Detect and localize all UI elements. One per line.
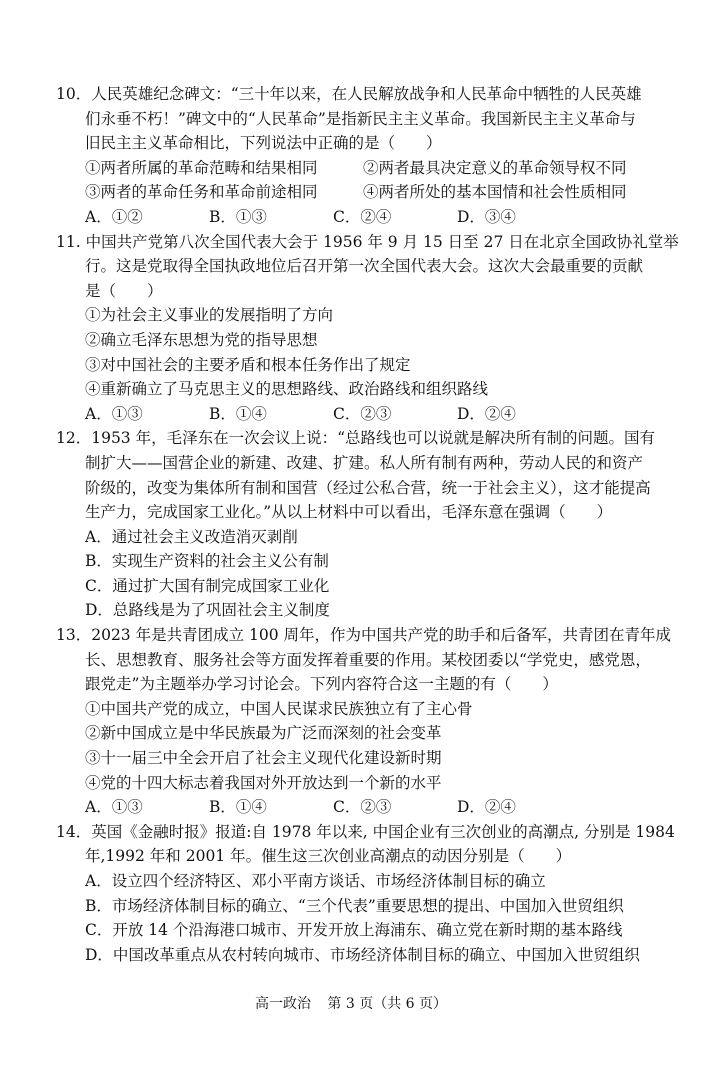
question-stem-line: 旧民主主义革命相比，下列说法中正确的是（ ）: [85, 134, 442, 153]
question-stem-line: 10．人民英雄纪念碑文：“三十年以来，在人民解放战争和人民革命中牺牲的人民英雄: [56, 85, 642, 103]
option-3: ③两者的革命任务和革命前途相同: [85, 183, 318, 202]
question-stem-line: 制扩大——国营企业的新建、改建、扩建。私人所有制有两种，劳动人民的和资产: [85, 453, 644, 472]
choice-c: C．通过扩大国有制完成国家工业化: [85, 576, 330, 595]
question-12: [56, 426, 662, 623]
choice-a: A．①③: [85, 404, 143, 423]
answer-choices: [56, 795, 662, 820]
page-footer: [0, 994, 702, 1014]
choice-d: D．中国改革重点从农村转向城市、市场经济体制目标的确立、中国加入世贸组织: [85, 945, 640, 964]
choice-b: B．①④: [209, 798, 267, 817]
option-2: ②两者最具决定意义的革命领导权不同: [363, 158, 627, 177]
question-stem-line: 行。这是党取得全国执政地位后召开第一次全国代表大会。这次大会最重要的贡献: [85, 257, 644, 276]
option-3: ③对中国社会的主要矛盾和根本任务作出了规定: [85, 355, 411, 374]
option-row: [56, 156, 662, 181]
choice-b: B．①③: [209, 207, 267, 226]
question-stem-line: 跟党走”为主题举办学习讨论会。下列内容符合这一主题的有（ ）: [85, 675, 558, 694]
question-14: [56, 820, 675, 968]
option-1: ①两者所属的革命范畴和结果相同: [85, 158, 318, 177]
question-stem-line: 年,1992 年和 2001 年。催生这三次创业高潮点的动因分别是（ ）: [85, 847, 572, 866]
question-stem-line: 14．英国《金融时报》报道:自 1978 年以来, 中国企业有三次创业的高潮点, 分别是 1984: [56, 822, 675, 841]
choice-d: D．总路线是为了巩固社会主义制度: [85, 601, 330, 620]
choice-a: A．通过社会主义改造消灭剥削: [85, 527, 298, 546]
question-stem-line: 11. 中国共产党第八次全国代表大会于 1956 年 9 月 15 日至 27 日在北京全国政协礼堂举: [56, 232, 679, 251]
choice-b: B．①④: [209, 404, 267, 423]
choice-c: C．②③: [333, 404, 392, 423]
answer-choices: [56, 402, 662, 427]
choice-a: A．①③: [85, 798, 143, 817]
choice-a: A．设立四个经济特区、邓小平南方谈话、市场经济体制目标的确立: [85, 872, 546, 890]
choice-c: C．②④: [333, 207, 392, 226]
question-stem-line: 生产力，完成国家工业化。”从以上材料中可以看出，毛泽东意在强调（ ）: [85, 503, 613, 522]
question-stem-line: 12．1953 年，毛泽东在一次会议上说：“总路线也可以说就是解决所有制的问题。国有: [56, 429, 656, 448]
question-stem-line: 阶级的，改变为集体所有制和国营（经过公私合营，统一于社会主义），这才能提高: [85, 478, 651, 497]
choice-c: C．开放 14 个沿海港口城市、开发开放上海浦东、确立党在新时期的基本路线: [85, 921, 623, 940]
footer-page-number: 第 3 页（共 6 页）: [327, 996, 448, 1012]
question-11: [56, 230, 679, 427]
question-stem-line: 13．2023 年是共青团成立 100 周年，作为中国共产党的助手和后备军，共青团在青年成: [56, 626, 672, 645]
choice-d: D．③④: [457, 207, 516, 226]
option-4: ④两者所处的基本国情和社会性质相同: [363, 183, 627, 202]
footer-subject: 高一政治: [254, 996, 311, 1012]
option-2: ②确立毛泽东思想为党的指导思想: [85, 330, 318, 349]
question-stem-line: 长、思想教育、服务社会等方面发挥着重要的作用。某校团委以“学党史，感党恩，: [85, 650, 651, 669]
question-stem-line: 是（ ）: [85, 281, 163, 300]
option-4: ④重新确立了马克思主义的思想路线、政治路线和组织路线: [85, 380, 489, 399]
choice-a: A．①②: [85, 207, 143, 226]
choice-c: C．②③: [333, 798, 392, 817]
option-4: ④党的十四大标志着我国对外开放达到一个新的水平: [85, 773, 442, 792]
option-2: ②新中国成立是中华民族最为广泛而深刻的社会变革: [85, 724, 442, 743]
option-row: [56, 180, 662, 205]
choice-d: D．②④: [457, 404, 516, 423]
option-1: ①为社会主义事业的发展指明了方向: [85, 306, 334, 325]
question-13: [56, 623, 672, 820]
question-10: [56, 82, 662, 230]
choice-b: B．实现生产资料的社会主义公有制: [85, 552, 329, 571]
option-1: ①中国共产党的成立，中国人民谋求民族独立有了主心骨: [85, 699, 473, 718]
choice-d: D．②④: [457, 798, 516, 817]
choice-b: B．市场经济体制目标的确立、“三个代表”重要思想的提出、中国加入世贸组织: [85, 896, 624, 915]
answer-choices: [56, 205, 662, 230]
question-stem-line: 们永垂不朽！”碑文中的“人民革命”是指新民主主义革命。我国新民主主义革命与: [85, 109, 636, 128]
option-3: ③十一届三中全会开启了社会主义现代化建设新时期: [85, 749, 442, 768]
